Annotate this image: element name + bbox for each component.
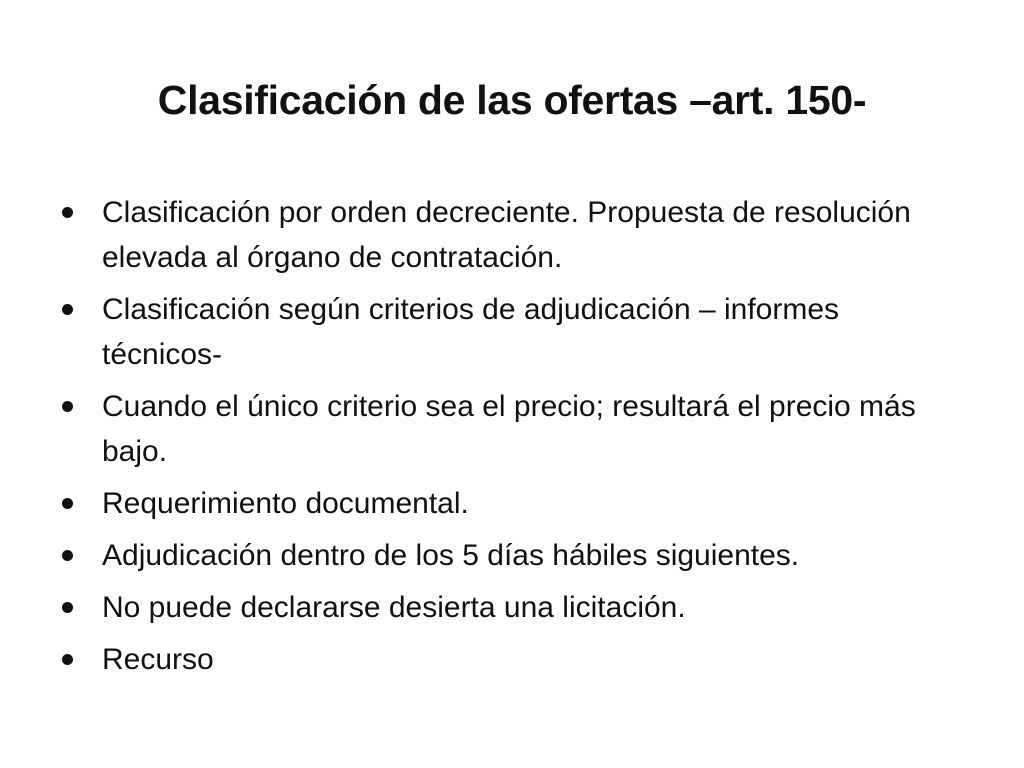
bullet-item	[60, 384, 960, 474]
bullet-item	[60, 533, 960, 578]
bullet-item	[60, 287, 960, 377]
bullet-icon	[62, 602, 73, 613]
bullet-text: Recurso	[102, 643, 214, 676]
bullet-icon	[62, 550, 73, 561]
bullet-list	[60, 190, 960, 689]
bullet-text: Adjudicación dentro de los 5 días hábiles siguientes.	[102, 539, 800, 572]
slide-title: Clasificación de las ofertas –art. 150-	[157, 77, 867, 123]
bullet-icon	[62, 498, 73, 509]
bullet-icon	[62, 401, 73, 412]
bullet-item	[60, 637, 960, 682]
bullet-text: Requerimiento documental.	[102, 487, 469, 520]
bullet-item	[60, 585, 960, 630]
bullet-item	[60, 190, 960, 280]
bullet-text: Cuando el único criterio sea el precio; resultará el precio más bajo.	[102, 390, 916, 468]
bullet-icon	[62, 654, 73, 665]
bullet-text: No puede declararse desierta una licitación.	[102, 591, 686, 624]
bullet-text: Clasificación por orden decreciente. Propuesta de resolución elevada al órgano de contratación.	[102, 196, 911, 274]
bullet-text: Clasificación según criterios de adjudicación – informes técnicos-	[102, 293, 840, 371]
bullet-item	[60, 481, 960, 526]
bullet-icon	[62, 304, 73, 315]
bullet-icon	[62, 207, 73, 218]
